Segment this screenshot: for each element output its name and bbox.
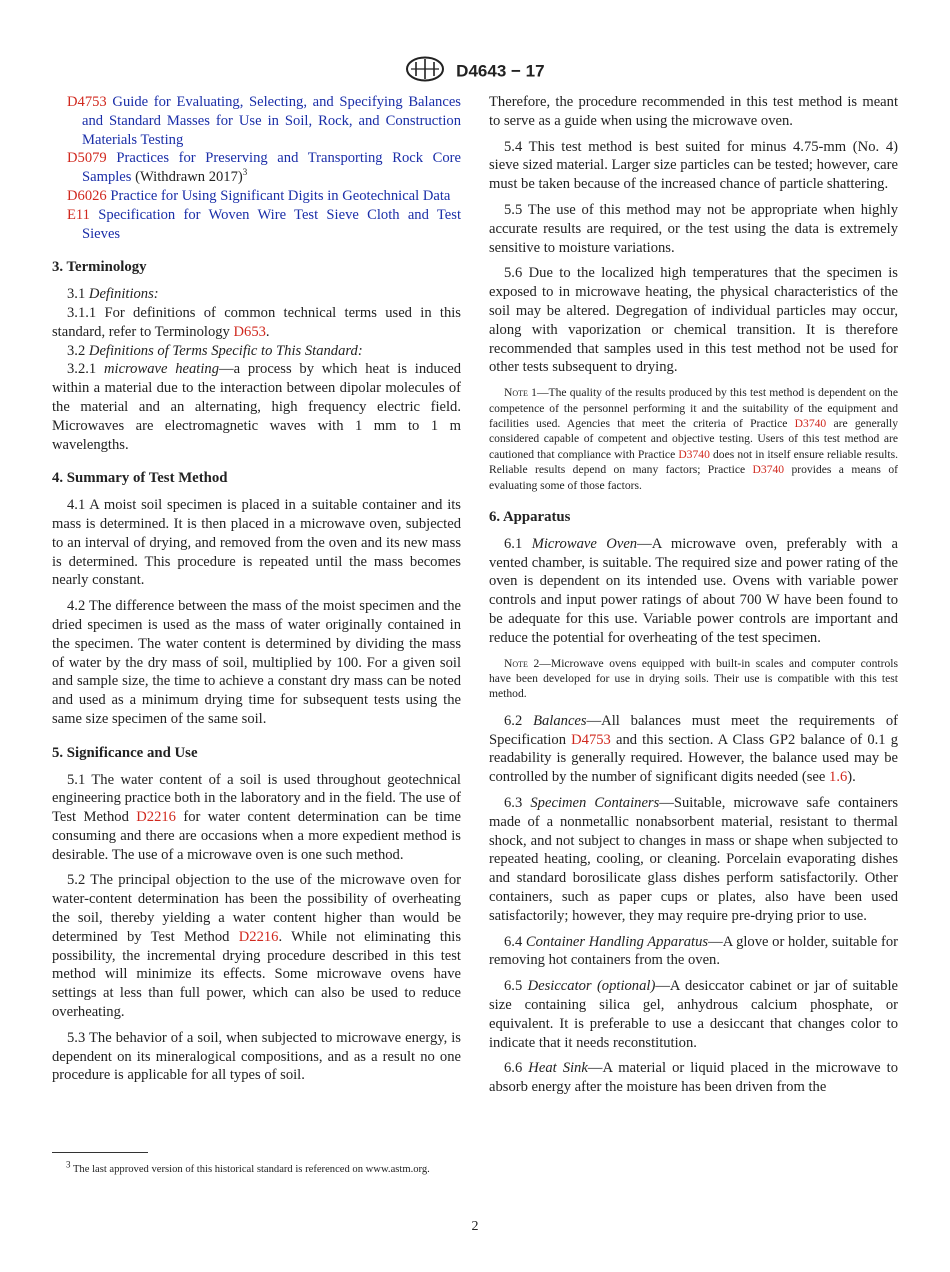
- paragraph-3-1-1: [52, 304, 461, 342]
- reference-link-d3740[interactable]: D3740: [752, 463, 785, 477]
- clause-title: Definitions of Terms Specific to This Standard:: [88, 342, 363, 359]
- reference-code-link[interactable]: D5079: [67, 150, 107, 167]
- paragraph-5-4: 5.4 This test method is best suited for minus 4.75-mm (No. 4) sieve sized material. Larger size particles can be tested; however, care must be taken because of the increased chance of particle shattering.: [489, 138, 898, 193]
- reference-link-d2216[interactable]: D2216: [238, 928, 279, 945]
- paragraph-text: for water content determination can be time consuming and there are occasions when a more expedient method is desirable. The use of a microwave oven is one such method.: [52, 809, 461, 863]
- paragraph-3-1: [52, 285, 461, 304]
- clause-number: 3.2: [67, 342, 86, 359]
- clause-number: 3.2.1: [67, 361, 104, 378]
- section-heading-terminology: 3. Terminology: [52, 259, 147, 276]
- section-heading-significance: 5. Significance and Use: [52, 744, 198, 761]
- paragraph-4-1: 4.1 A moist soil specimen is placed in a suitable container and its mass is determined. It is then placed in a microwave oven, subjected to an interval of drying, and removed from the oven and its new mass is determined. This procedure is repeated until the mass becomes nearly constant.: [52, 497, 461, 589]
- footnote-marker[interactable]: 3: [242, 167, 248, 178]
- section-heading-summary: 4. Summary of Test Method: [52, 470, 228, 487]
- clause-number: 6.6: [504, 1060, 529, 1077]
- paragraph-text: . While not eliminating this possibility, the incremental drying procedure described in this test method will minimize its effects. Some microwave ovens have settings at less than full power, which can also be used to reduce overheating.: [52, 928, 461, 1021]
- paragraph-6-1: [489, 535, 898, 648]
- reference-link-d653[interactable]: D653: [233, 323, 266, 340]
- footnote-divider: [52, 1152, 148, 1153]
- paragraph-3-2: [52, 342, 461, 361]
- reference-item: [52, 187, 461, 206]
- paragraph-5-1: [52, 771, 461, 865]
- reference-code-link[interactable]: D6026: [67, 187, 107, 204]
- paragraph-text: —A microwave oven, preferably with a vented chamber, is suitable. The required size and power rating of the oven is dependent on its intended use. Ovens with variable power controls and input power ratings of about 700 W have been found to be adequate for this use. Variable power controls are important and reduce the potential for overheating of the test specimen.: [489, 535, 898, 646]
- paragraph-3-2-1: [52, 360, 461, 454]
- paragraph-text: —All balances must meet the requirements of Specification: [489, 712, 898, 748]
- paragraph-6-6: [489, 1059, 898, 1097]
- note-1: [489, 385, 898, 493]
- reference-title: Practice for Using Significant Digits in Geotechnical Data: [110, 187, 451, 204]
- reference-link-d3740[interactable]: D3740: [678, 447, 710, 461]
- reference-withdrawn-note: (Withdrawn 2017): [131, 169, 243, 186]
- note-text: provides a means of evaluating some of those factors.: [489, 463, 898, 492]
- paragraph-6-3: [489, 794, 898, 926]
- paragraph-text: ).: [847, 769, 856, 786]
- reference-item: [52, 206, 461, 244]
- reference-code-link[interactable]: E11: [67, 206, 90, 223]
- clause-number: 6.5: [504, 978, 528, 995]
- paragraph-text: 5.2 The principal objection to the use of the microwave oven for water-content determination has been the possibility of overheating the soil, thereby yielding a water content higher than would be determined by Test Method: [52, 872, 461, 945]
- clause-number: 6.1: [504, 535, 532, 552]
- reference-link-d3740[interactable]: D3740: [794, 416, 827, 430]
- clause-title: Specimen Containers: [530, 794, 660, 811]
- note-label: Note: [504, 656, 528, 670]
- reference-title: Specification for Woven Wire Test Sieve Cloth and Test Sieves: [82, 206, 461, 242]
- note-text: are generally considered capable of competent and objective testing. Users of this test method are cautioned that compliance with Practice: [489, 416, 898, 461]
- paragraph-4-2: 4.2 The difference between the mass of the moist specimen and the dried specimen is used as the mass of water originally contained in the specimen. The water content is determined by dividing the mass of water by the dry mass of soil, multiplied by 100. For a given soil and sample size, the time to achieve a constant dry mass can be noted and used as a minimum drying time for subsequent tests using the same size specimen of the same soil.: [52, 598, 461, 727]
- clause-title: Heat Sink: [528, 1060, 588, 1077]
- paragraph-text: —A material or liquid placed in the microwave to absorb energy after the moisture has been driven from the: [489, 1060, 898, 1096]
- reference-item: [52, 93, 461, 149]
- note-text: 2—Microwave ovens equipped with built-in scales and computer controls have been developed for use in drying soils. Their use is compatible with this test method.: [489, 656, 898, 701]
- clause-number: 6.2: [504, 712, 534, 729]
- section-link-1-6[interactable]: 1.6: [829, 769, 848, 786]
- reference-title: Practices for Preserving and Transporting Rock Core Samples: [82, 150, 461, 186]
- reference-link-d4753[interactable]: D4753: [571, 731, 611, 748]
- clause-number: 6.3: [504, 794, 531, 811]
- clause-number: 3.1: [67, 286, 86, 303]
- clause-number: 6.4: [504, 933, 526, 950]
- paragraph-5-3: 5.3 The behavior of a soil, when subjected to microwave energy, is dependent on its mineralogical compositions, and as a result no one procedure is applicable for all types of soil.: [52, 1029, 461, 1084]
- reference-code-link[interactable]: D4753: [67, 94, 107, 110]
- paragraph-text: —Suitable, microwave safe containers made of a nonmetallic nonabsorbent material, resistant to thermal shock, and not subject to changes in mass or shape when subjected to repeated heating, cooling, or cleaning. Porcelain evaporating dishes and standard borosilicate glass dishes perform satisfactorily. Other containers, such as paper cups or plates, also have been used satisfactorily; however, they may require pre-drying prior to use.: [489, 794, 899, 924]
- paragraph-5-6: 5.6 Due to the localized high temperatures that the specimen is exposed to in microwave heating, the physical characteristics of the soil may be altered. Degregation of individual particles may occur, along with vaporization or chemical transition. It is therefore recommended that samples used in this test method not be used for other tests subsequent to drying.: [489, 265, 898, 376]
- paragraph-text: —a process by which heat is induced within a material due to the interaction between dipolar molecules of the material and an alternating, high frequency electric field. Microwaves are electromagnetic waves with 1 mm to 1 m wavelengths.: [52, 361, 461, 453]
- reference-link-d2216[interactable]: D2216: [136, 809, 176, 826]
- footnote: [52, 1159, 461, 1177]
- note-label: Note: [504, 386, 528, 400]
- section-heading-apparatus: 6. Apparatus: [489, 509, 571, 525]
- clause-title: Microwave Oven: [531, 535, 638, 552]
- paragraph-6-2: [489, 712, 898, 787]
- paragraph-5-2: [52, 871, 461, 1021]
- footnote-text: The last approved version of this historical standard is referenced on www.astm.org.: [70, 1164, 430, 1175]
- footnote-number: 3: [66, 1159, 71, 1170]
- clause-title: Balances: [533, 712, 587, 729]
- paragraph-continued: Therefore, the procedure recommended in this test method is meant to serve as a guide when using the microwave oven.: [489, 94, 898, 129]
- clause-title: Container Handling Apparatus: [525, 933, 709, 950]
- reference-item: [52, 149, 461, 187]
- paragraph-6-4: [489, 933, 898, 971]
- paragraph-text: —A glove or holder, suitable for removing hot containers from the oven.: [489, 933, 899, 969]
- paragraph-text: 5.1 The water content of a soil is used throughout geotechnical engineering practice both in the laboratory and in the field. The use of Test Method: [52, 771, 461, 826]
- reference-title: Guide for Evaluating, Selecting, and Specifying Balances and Standard Masses for Use in Soil, Rock, and Construction Materials Testing: [82, 94, 461, 148]
- left-column: [52, 93, 461, 1092]
- page-number: 2: [471, 1219, 479, 1234]
- paragraph-text: .: [265, 323, 270, 340]
- paragraph-text: and this section. A Class GP2 balance of 0.1 g readability is generally required. However, the balance used may be controlled by the number of significant digits needed (see: [489, 731, 898, 786]
- clause-title: Definitions:: [88, 286, 159, 303]
- clause-title: Desiccator (optional): [527, 978, 656, 995]
- note-2: [489, 656, 898, 702]
- note-text: does not in itself ensure reliable results. Reliable results depend on many factors; Practice: [489, 447, 898, 477]
- term: microwave heating: [103, 361, 220, 378]
- page-header: [0, 56, 950, 87]
- note-text: 1—The quality of the results produced by this test method is dependent on the competence of the personnel performing it and the suitability of the equipment and facilities used. Agencies that meet the criteria of Practice: [489, 386, 898, 430]
- designation-title: D4643 − 17: [456, 61, 545, 81]
- paragraph-6-5: [489, 977, 898, 1052]
- paragraph-text: —A desiccator cabinet or jar of suitable size containing silica gel, anhydrous calcium phosphate, or equivalent. It is preferable to use a desiccant that changes color to indicate that it needs reconstitution.: [489, 978, 898, 1051]
- astm-logo-icon: [405, 56, 445, 87]
- paragraph-text: 3.1.1 For definitions of common technical terms used in this standard, refer to Terminology: [52, 304, 461, 340]
- paragraph-5-5: 5.5 The use of this method may not be appropriate when highly accurate results are required, or the test using the data is extremely sensitive to moisture variations.: [489, 201, 898, 256]
- right-column: [489, 93, 898, 1104]
